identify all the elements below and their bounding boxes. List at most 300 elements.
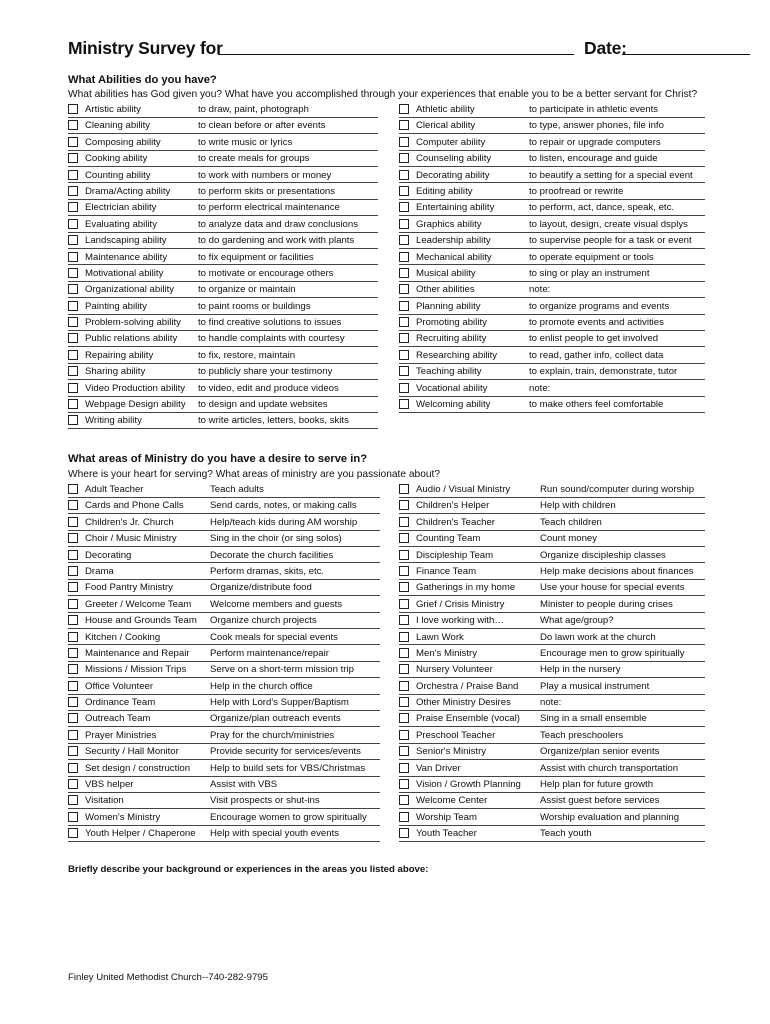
item-description: to motivate or encourage others (198, 267, 334, 279)
item-name: Painting ability (85, 300, 147, 312)
item-description: note: (540, 697, 562, 709)
survey-row (68, 299, 378, 315)
survey-row (399, 233, 705, 249)
survey-row (399, 498, 705, 514)
checkbox[interactable] (68, 795, 78, 805)
checkbox[interactable] (68, 202, 78, 212)
item-description: to layout, design, create visual dsplys (529, 218, 688, 230)
checkbox[interactable] (399, 746, 409, 756)
item-name: Researching ability (416, 349, 498, 361)
item-description: Help/teach kids during AM worship (210, 516, 358, 528)
item-description: Sing in a small ensemble (540, 713, 647, 725)
survey-row (68, 118, 378, 134)
survey-row (399, 728, 705, 744)
survey-row (68, 826, 380, 842)
checkbox[interactable] (68, 582, 78, 592)
ministry-subheading: Where is your heart for serving? What areas of ministry are you passionate about? (68, 469, 441, 480)
survey-row (68, 381, 378, 397)
item-description: to clean before or after events (198, 120, 326, 132)
survey-row (399, 200, 705, 216)
item-name: Counting ability (85, 169, 151, 181)
checkbox[interactable] (68, 681, 78, 691)
survey-row (399, 810, 705, 826)
item-description: Assist guest before services (540, 795, 660, 807)
checkbox[interactable] (399, 517, 409, 527)
item-description: to organize or maintain (198, 284, 296, 296)
item-name: Drama/Acting ability (85, 185, 171, 197)
item-name: Adult Teacher (85, 484, 144, 495)
item-name: Promoting ability (416, 317, 487, 329)
survey-row (68, 646, 380, 662)
item-description: note: (529, 382, 551, 394)
item-name: Counting Team (416, 533, 481, 545)
checkbox[interactable] (399, 566, 409, 576)
item-name: Prayer Ministries (85, 729, 157, 741)
item-description: to repair or upgrade computers (529, 136, 661, 148)
item-description: to beautify a setting for a special event (529, 169, 693, 181)
item-description: Organize discipleship classes (540, 549, 666, 561)
checkbox[interactable] (399, 235, 409, 245)
survey-row (68, 331, 378, 347)
checkbox[interactable] (399, 170, 409, 180)
survey-row (399, 564, 705, 580)
item-description: Help with special youth events (210, 828, 340, 840)
checkbox[interactable] (68, 484, 78, 494)
item-name: Organizational ability (85, 284, 175, 296)
checkbox[interactable] (399, 779, 409, 789)
checkbox[interactable] (399, 615, 409, 625)
item-description: to fix, restore, maintain (198, 349, 296, 361)
item-description: to handle complaints with courtesy (198, 333, 345, 345)
item-name: Landscaping ability (85, 235, 167, 247)
survey-row (68, 662, 380, 678)
item-description: Help make decisions about finances (540, 565, 694, 577)
row-underline (399, 412, 705, 413)
checkbox[interactable] (68, 763, 78, 773)
item-description: Assist with VBS (210, 779, 278, 791)
item-description: to enlist people to get involved (529, 333, 659, 345)
survey-row (68, 679, 380, 695)
item-name: Choir / Music Ministry (85, 533, 177, 545)
checkbox[interactable] (68, 219, 78, 229)
item-name: Set design / construction (85, 762, 191, 774)
item-description: to design and update websites (198, 399, 328, 411)
item-description: Visit prospects or shut-ins (210, 795, 320, 807)
survey-row (399, 630, 705, 646)
item-description: Help plan for future growth (540, 779, 654, 791)
survey-row (399, 151, 705, 167)
checkbox[interactable] (399, 795, 409, 805)
checkbox[interactable] (68, 383, 78, 393)
item-description: to organize programs and events (529, 300, 670, 312)
survey-row (399, 266, 705, 282)
row-underline (68, 428, 378, 429)
survey-row (68, 315, 378, 331)
item-description: Minister to people during crises (540, 598, 673, 610)
survey-row (68, 761, 380, 777)
survey-row (68, 413, 378, 429)
item-description: Perform maintenance/repair (210, 647, 329, 659)
item-name: Graphics ability (416, 218, 482, 230)
checkbox[interactable] (68, 664, 78, 674)
item-name: Welcome Center (416, 795, 488, 807)
item-description: to sing or play an instrument (529, 267, 650, 279)
survey-title: Ministry Survey for (68, 38, 223, 58)
item-description: Play a musical instrument (540, 680, 650, 692)
item-description: Provide security for services/events (210, 746, 361, 758)
survey-row (68, 695, 380, 711)
survey-row (399, 482, 705, 498)
item-description: Welcome members and guests (210, 598, 343, 610)
item-description: to write articles, letters, books, skits (198, 415, 349, 427)
survey-row (399, 331, 705, 347)
checkbox[interactable] (399, 664, 409, 674)
checkbox[interactable] (399, 350, 409, 360)
item-description: Do lawn work at the church (540, 631, 656, 643)
survey-row (399, 793, 705, 809)
item-description: Decorate the church facilities (210, 549, 334, 561)
name-blank-line[interactable] (218, 54, 574, 55)
checkbox[interactable] (68, 500, 78, 510)
checkbox[interactable] (399, 550, 409, 560)
item-description: to type, answer phones, file info (529, 120, 664, 132)
abilities-subheading: What abilities has God given you? What have you accomplished through your experiences that enable you to be a better servant for Christ? (68, 89, 698, 100)
checkbox[interactable] (68, 170, 78, 180)
row-underline (399, 841, 705, 842)
survey-row (399, 282, 705, 298)
survey-row (399, 613, 705, 629)
item-name: Video Production ability (85, 382, 186, 394)
survey-row (68, 397, 378, 413)
survey-row (68, 233, 378, 249)
survey-row (399, 695, 705, 711)
checkbox[interactable] (68, 153, 78, 163)
checkbox[interactable] (68, 566, 78, 576)
survey-row (68, 282, 378, 298)
checkbox[interactable] (68, 746, 78, 756)
survey-row (68, 168, 378, 184)
item-name: Mechanical ability (416, 251, 492, 263)
item-name: Repairing ability (85, 349, 154, 361)
checkbox[interactable] (68, 350, 78, 360)
item-name: Teaching ability (416, 366, 482, 378)
checkbox[interactable] (68, 599, 78, 609)
item-description: Help with children (540, 500, 616, 512)
item-description: Cook meals for special events (210, 631, 338, 643)
item-name: Electrician ability (85, 202, 157, 214)
survey-row (399, 135, 705, 151)
checkbox[interactable] (68, 366, 78, 376)
survey-row (399, 515, 705, 531)
checkbox[interactable] (399, 681, 409, 691)
checkbox[interactable] (68, 713, 78, 723)
checkbox[interactable] (399, 713, 409, 723)
date-blank-line[interactable] (622, 54, 750, 55)
item-description: Sing in the choir (or sing solos) (210, 533, 342, 545)
item-description: Serve on a short-term mission trip (210, 664, 354, 676)
item-name: Children's Teacher (416, 516, 495, 528)
survey-row (68, 564, 380, 580)
checkbox[interactable] (68, 550, 78, 560)
checkbox[interactable] (68, 697, 78, 707)
checkbox[interactable] (68, 317, 78, 327)
item-description: Teach children (540, 516, 602, 528)
item-name: Children's Jr. Church (85, 516, 174, 528)
item-name: Cooking ability (85, 153, 148, 165)
item-name: Public relations ability (85, 333, 178, 345)
item-name: Grief / Crisis Ministry (416, 598, 505, 610)
checkbox[interactable] (68, 284, 78, 294)
item-description: to participate in athletic events (529, 104, 659, 115)
item-name: Discipleship Team (416, 549, 494, 561)
checkbox[interactable] (68, 120, 78, 130)
item-name: Gatherings in my home (416, 582, 516, 594)
item-name: Preschool Teacher (416, 729, 496, 741)
item-name: VBS helper (85, 779, 134, 791)
checkbox[interactable] (399, 137, 409, 147)
item-name: Problem-solving ability (85, 317, 181, 329)
checkbox[interactable] (68, 648, 78, 658)
item-description: to read, gather info, collect data (529, 349, 664, 361)
ministry-left-list (68, 482, 380, 843)
survey-row (399, 168, 705, 184)
item-name: Entertaining ability (416, 202, 495, 214)
item-description: Teach adults (210, 484, 264, 495)
footer-contact: Finley United Methodist Church--740-282-9795 (68, 972, 268, 983)
survey-row (399, 397, 705, 413)
checkbox[interactable] (399, 582, 409, 592)
checkbox[interactable] (399, 284, 409, 294)
item-name: Planning ability (416, 300, 481, 312)
item-name: Orchestra / Praise Band (416, 680, 519, 692)
checkbox[interactable] (399, 484, 409, 494)
item-name: Other Ministry Desires (416, 697, 511, 709)
item-description: to create meals for groups (198, 153, 310, 165)
checkbox[interactable] (399, 399, 409, 409)
checkbox[interactable] (399, 186, 409, 196)
checkbox[interactable] (399, 697, 409, 707)
item-description: to do gardening and work with plants (198, 235, 355, 247)
checkbox[interactable] (399, 317, 409, 327)
item-description: to analyze data and draw conclusions (198, 218, 358, 230)
survey-row (399, 531, 705, 547)
checkbox[interactable] (68, 828, 78, 838)
checkbox[interactable] (68, 104, 78, 114)
checkbox[interactable] (399, 828, 409, 838)
item-name: Artistic ability (85, 104, 141, 115)
item-name: Cards and Phone Calls (85, 500, 184, 512)
item-name: Praise Ensemble (vocal) (416, 713, 520, 725)
survey-row (68, 597, 380, 613)
item-description: to explain, train, demonstrate, tutor (529, 366, 678, 378)
survey-row (399, 184, 705, 200)
survey-row (68, 364, 378, 380)
survey-row (399, 250, 705, 266)
item-name: Youth Helper / Chaperone (85, 828, 196, 840)
checkbox[interactable] (68, 533, 78, 543)
item-name: Decorating ability (416, 169, 490, 181)
item-name: Athletic ability (416, 104, 475, 115)
item-description: Help to build sets for VBS/Christmas (210, 762, 366, 774)
item-description: Organize/plan senior events (540, 746, 660, 758)
checkbox[interactable] (399, 599, 409, 609)
item-description: Help in the church office (210, 680, 313, 692)
survey-row (68, 744, 380, 760)
item-name: Writing ability (85, 415, 142, 427)
item-description: to make others feel comfortable (529, 399, 664, 411)
checkbox[interactable] (68, 268, 78, 278)
item-description: Organize/distribute food (210, 582, 312, 594)
item-name: Greeter / Welcome Team (85, 598, 192, 610)
checkbox[interactable] (399, 268, 409, 278)
checkbox[interactable] (399, 366, 409, 376)
checkbox[interactable] (68, 186, 78, 196)
survey-row (399, 299, 705, 315)
checkbox[interactable] (399, 533, 409, 543)
survey-row (399, 315, 705, 331)
survey-row (68, 515, 380, 531)
item-name: I love working with… (416, 615, 504, 627)
survey-row (68, 531, 380, 547)
survey-row (399, 761, 705, 777)
item-name: Food Pantry Ministry (85, 582, 173, 594)
item-description: to proofread or rewrite (529, 185, 624, 197)
survey-row (399, 580, 705, 596)
survey-row (68, 613, 380, 629)
checkbox[interactable] (68, 730, 78, 740)
checkbox[interactable] (68, 399, 78, 409)
item-name: Nursery Volunteer (416, 664, 493, 676)
item-name: Sharing ability (85, 366, 146, 378)
item-description: Count money (540, 533, 598, 545)
survey-row (68, 102, 378, 118)
checkbox[interactable] (68, 333, 78, 343)
checkbox[interactable] (68, 517, 78, 527)
checkbox[interactable] (68, 415, 78, 425)
item-name: Counseling ability (416, 153, 492, 165)
item-description: Help with Lord's Supper/Baptism (210, 697, 349, 709)
checkbox[interactable] (399, 219, 409, 229)
item-description: Teach preschoolers (540, 729, 624, 741)
checkbox[interactable] (399, 301, 409, 311)
item-name: Cleaning ability (85, 120, 151, 132)
survey-row (68, 151, 378, 167)
item-description: to publicly share your testimony (198, 366, 333, 378)
survey-row (399, 348, 705, 364)
item-name: Lawn Work (416, 631, 464, 643)
survey-row (399, 744, 705, 760)
checkbox[interactable] (399, 252, 409, 262)
item-description: to work with numbers or money (198, 169, 332, 181)
item-description: Encourage men to grow spiritually (540, 647, 685, 659)
item-description: to write music or lyrics (198, 136, 293, 148)
checkbox[interactable] (68, 235, 78, 245)
checkbox[interactable] (68, 615, 78, 625)
item-name: Webpage Design ability (85, 399, 186, 411)
item-name: Vocational ability (416, 382, 488, 394)
checkbox[interactable] (399, 120, 409, 130)
item-name: Audio / Visual Ministry (416, 484, 511, 495)
checkbox[interactable] (399, 104, 409, 114)
item-name: Maintenance and Repair (85, 647, 190, 659)
checkbox[interactable] (399, 763, 409, 773)
survey-row (68, 184, 378, 200)
survey-row (68, 793, 380, 809)
survey-row (399, 381, 705, 397)
checkbox[interactable] (399, 648, 409, 658)
item-description: to promote events and activities (529, 317, 664, 329)
ministry-right-list (399, 482, 705, 843)
item-description: note: (529, 284, 551, 296)
item-name: Kitchen / Cooking (85, 631, 161, 643)
checkbox[interactable] (68, 632, 78, 642)
item-name: Women's Ministry (85, 811, 161, 823)
item-name: Evaluating ability (85, 218, 157, 230)
item-name: Office Volunteer (85, 680, 154, 692)
survey-row (68, 630, 380, 646)
checkbox[interactable] (68, 137, 78, 147)
survey-row (68, 266, 378, 282)
item-description: to operate equipment or tools (529, 251, 654, 263)
checkbox[interactable] (68, 812, 78, 822)
item-name: Missions / Mission Trips (85, 664, 187, 676)
survey-row (68, 580, 380, 596)
survey-row (68, 777, 380, 793)
item-description: Organize church projects (210, 615, 317, 627)
item-description: Help in the nursery (540, 664, 621, 676)
item-name: Children's Helper (416, 500, 490, 512)
checkbox[interactable] (68, 779, 78, 789)
item-description: to perform, act, dance, speak, etc. (529, 202, 675, 214)
survey-row (68, 348, 378, 364)
item-name: Decorating (85, 549, 132, 561)
item-name: Outreach Team (85, 713, 151, 725)
item-name: Computer ability (416, 136, 486, 148)
item-name: Recruiting ability (416, 333, 487, 345)
checkbox[interactable] (399, 632, 409, 642)
item-description: to perform electrical maintenance (198, 202, 340, 214)
item-name: Security / Hall Monitor (85, 746, 179, 758)
item-description: to find creative solutions to issues (198, 317, 342, 329)
checkbox[interactable] (399, 153, 409, 163)
survey-row (399, 662, 705, 678)
checkbox[interactable] (399, 383, 409, 393)
survey-row (399, 118, 705, 134)
survey-row (399, 102, 705, 118)
item-description: to draw, paint, photograph (198, 104, 309, 115)
checkbox[interactable] (68, 252, 78, 262)
item-description: Worship evaluation and planning (540, 811, 680, 823)
checkbox[interactable] (399, 202, 409, 212)
item-description: to paint rooms or buildings (198, 300, 311, 312)
item-description: Use your house for special events (540, 582, 685, 594)
item-name: Finance Team (416, 565, 477, 577)
item-description: to supervise people for a task or event (529, 235, 692, 247)
item-description: Run sound/computer during worship (540, 484, 695, 495)
title-row (68, 38, 688, 62)
checkbox[interactable] (399, 730, 409, 740)
survey-row (68, 135, 378, 151)
checkbox[interactable] (399, 333, 409, 343)
item-name: Maintenance ability (85, 251, 168, 263)
item-name: Welcoming ability (416, 399, 491, 411)
item-description: Encourage women to grow spiritually (210, 811, 367, 823)
ministry-heading: What areas of Ministry do you have a desire to serve in? (68, 453, 368, 465)
checkbox[interactable] (399, 500, 409, 510)
checkbox[interactable] (399, 812, 409, 822)
survey-row (68, 498, 380, 514)
checkbox[interactable] (68, 301, 78, 311)
